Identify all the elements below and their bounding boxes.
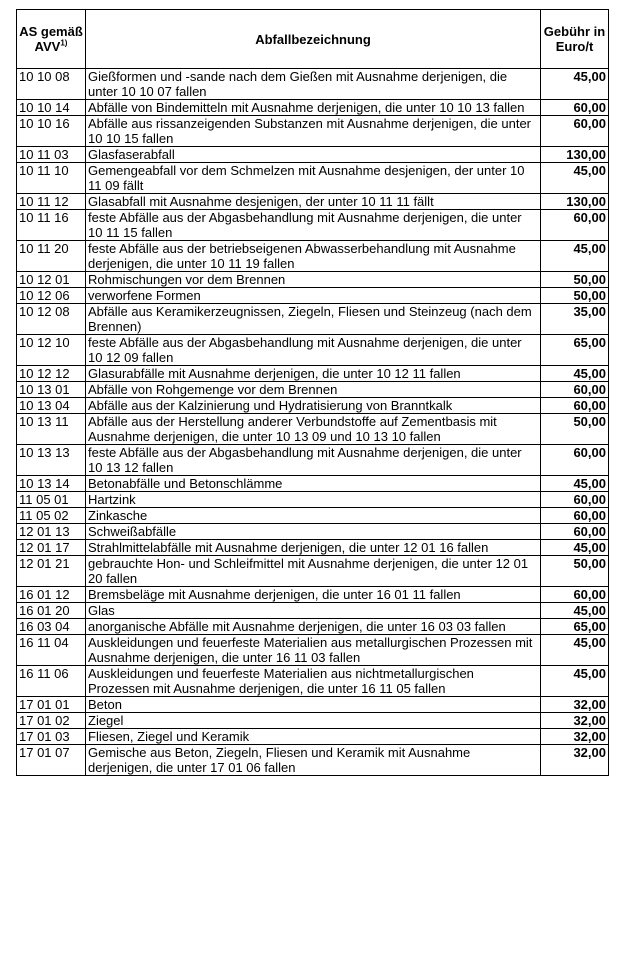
description-cell: Glasabfall mit Ausnahme desjenigen, der unter 10 11 11 fällt [86,194,541,210]
table-row [17,729,609,745]
description-cell: Ziegel [86,713,541,729]
fee-cell: 60,00 [541,508,609,524]
waste-code-cell: 10 11 03 [17,147,86,163]
table-row [17,556,609,587]
waste-code-cell: 10 12 06 [17,288,86,304]
fee-cell: 65,00 [541,335,609,366]
waste-code-cell: 10 11 16 [17,210,86,241]
fee-cell: 60,00 [541,587,609,603]
description-cell: Abfälle aus Keramikerzeugnissen, Ziegeln, Fliesen und Steinzeug (nach dem Brennen) [86,304,541,335]
table-row [17,241,609,272]
waste-code-cell: 16 11 04 [17,635,86,666]
table-row [17,116,609,147]
table-row [17,163,609,194]
fee-cell: 50,00 [541,414,609,445]
fee-cell: 65,00 [541,619,609,635]
description-cell: anorganische Abfälle mit Ausnahme derjenigen, die unter 16 03 03 fallen [86,619,541,635]
header-row [17,10,609,69]
fee-cell: 45,00 [541,476,609,492]
table-row [17,335,609,366]
table-row [17,445,609,476]
waste-code-cell: 10 10 16 [17,116,86,147]
table-row [17,147,609,163]
description-cell: Rohmischungen vor dem Brennen [86,272,541,288]
waste-code-cell: 10 13 13 [17,445,86,476]
fee-cell: 60,00 [541,382,609,398]
header-description: Abfallbezeichnung [86,10,541,69]
table-body [17,69,609,776]
description-cell: Fliesen, Ziegel und Keramik [86,729,541,745]
waste-code-cell: 16 01 20 [17,603,86,619]
fee-cell: 60,00 [541,524,609,540]
description-cell: Abfälle aus rissanzeigenden Substanzen mit Ausnahme derjenigen, die unter 10 10 15 fallen [86,116,541,147]
table-row [17,210,609,241]
fee-cell: 60,00 [541,116,609,147]
description-cell: Abfälle aus der Kalzinierung und Hydratisierung von Branntkalk [86,398,541,414]
header-fee: Gebühr in Euro/t [541,10,609,69]
waste-code-cell: 17 01 03 [17,729,86,745]
fee-cell: 50,00 [541,288,609,304]
waste-code-cell: 10 13 11 [17,414,86,445]
fee-cell: 60,00 [541,445,609,476]
waste-code-cell: 10 11 20 [17,241,86,272]
table-row [17,272,609,288]
table-row [17,603,609,619]
table-row [17,713,609,729]
table-row [17,524,609,540]
waste-code-cell: 10 12 10 [17,335,86,366]
waste-code-cell: 16 03 04 [17,619,86,635]
table-row [17,587,609,603]
description-cell: Abfälle von Bindemitteln mit Ausnahme derjenigen, die unter 10 10 13 fallen [86,100,541,116]
description-cell: Gießformen und -sande nach dem Gießen mit Ausnahme derjenigen, die unter 10 10 07 fallen [86,69,541,100]
waste-code-cell: 10 10 08 [17,69,86,100]
table-row [17,69,609,100]
description-cell: Bremsbeläge mit Ausnahme derjenigen, die unter 16 01 11 fallen [86,587,541,603]
fee-cell: 45,00 [541,163,609,194]
description-cell: Gemengeabfall vor dem Schmelzen mit Ausnahme desjenigen, der unter 10 11 09 fällt [86,163,541,194]
description-cell: Auskleidungen und feuerfeste Materialien aus metallurgischen Prozessen mit Ausnahme derjenigen, die unter 16 11 03 fallen [86,635,541,666]
waste-code-cell: 17 01 02 [17,713,86,729]
waste-code-cell: 17 01 01 [17,697,86,713]
fee-cell: 60,00 [541,210,609,241]
header-code [17,10,86,69]
description-cell: Zinkasche [86,508,541,524]
waste-code-cell: 16 01 12 [17,587,86,603]
waste-code-cell: 10 12 12 [17,366,86,382]
description-cell: Glasurabfälle mit Ausnahme derjenigen, die unter 10 12 11 fallen [86,366,541,382]
fee-cell: 130,00 [541,147,609,163]
table-row [17,540,609,556]
description-cell: feste Abfälle aus der Abgasbehandlung mit Ausnahme derjenigen, die unter 10 13 12 fallen [86,445,541,476]
waste-code-cell: 10 13 04 [17,398,86,414]
table-row [17,476,609,492]
waste-code-cell: 12 01 21 [17,556,86,587]
table-row [17,414,609,445]
waste-code-cell: 11 05 01 [17,492,86,508]
fee-cell: 32,00 [541,697,609,713]
waste-code-cell: 16 11 06 [17,666,86,697]
description-cell: Glas [86,603,541,619]
header-footnote-mark: 1) [60,38,68,48]
waste-code-cell: 10 12 08 [17,304,86,335]
description-cell: Schweißabfälle [86,524,541,540]
table-row [17,194,609,210]
description-cell: Beton [86,697,541,713]
fee-cell: 45,00 [541,635,609,666]
fee-cell: 50,00 [541,272,609,288]
table-row [17,398,609,414]
table-row [17,366,609,382]
fee-cell: 130,00 [541,194,609,210]
table-row [17,304,609,335]
fee-cell: 45,00 [541,540,609,556]
table-row [17,492,609,508]
fee-cell: 45,00 [541,241,609,272]
fee-cell: 45,00 [541,666,609,697]
description-cell: Auskleidungen und feuerfeste Materialien aus nichtmetallurgischen Prozessen mit Ausnahme derjenigen, die unter 16 11 05 fallen [86,666,541,697]
description-cell: Strahlmittelabfälle mit Ausnahme derjenigen, die unter 12 01 16 fallen [86,540,541,556]
description-cell: Gemische aus Beton, Ziegeln, Fliesen und Keramik mit Ausnahme derjenigen, die unter 17 01 06 fallen [86,745,541,776]
waste-code-cell: 17 01 07 [17,745,86,776]
description-cell: gebrauchte Hon- und Schleifmittel mit Ausnahme derjenigen, die unter 12 01 20 fallen [86,556,541,587]
waste-code-cell: 12 01 17 [17,540,86,556]
table-row [17,697,609,713]
description-cell: Hartzink [86,492,541,508]
table-row [17,635,609,666]
description-cell: Betonabfälle und Betonschlämme [86,476,541,492]
waste-code-cell: 10 13 01 [17,382,86,398]
description-cell: feste Abfälle aus der betriebseigenen Abwasserbehandlung mit Ausnahme derjenigen, die unter 10 11 19 fallen [86,241,541,272]
description-cell: Abfälle aus der Herstellung anderer Verbundstoffe auf Zementbasis mit Ausnahme derjenigen, die unter 10 13 09 und 10 13 10 fallen [86,414,541,445]
waste-code-cell: 10 11 12 [17,194,86,210]
table-row [17,666,609,697]
waste-code-cell: 11 05 02 [17,508,86,524]
fee-cell: 32,00 [541,713,609,729]
table-row [17,619,609,635]
description-cell: Abfälle von Rohgemenge vor dem Brennen [86,382,541,398]
table-row [17,100,609,116]
waste-code-cell: 10 12 01 [17,272,86,288]
fee-cell: 32,00 [541,745,609,776]
fee-cell: 60,00 [541,100,609,116]
fee-cell: 60,00 [541,398,609,414]
description-cell: feste Abfälle aus der Abgasbehandlung mit Ausnahme derjenigen, die unter 10 11 15 fallen [86,210,541,241]
fee-cell: 32,00 [541,729,609,745]
description-cell: Glasfaserabfall [86,147,541,163]
table-row [17,745,609,776]
description-cell: feste Abfälle aus der Abgasbehandlung mit Ausnahme derjenigen, die unter 10 12 09 fallen [86,335,541,366]
fee-cell: 45,00 [541,603,609,619]
fee-cell: 50,00 [541,556,609,587]
header-code-label: AS gemäß AVV [19,24,83,54]
table-row [17,382,609,398]
description-cell: verworfene Formen [86,288,541,304]
waste-code-cell: 10 10 14 [17,100,86,116]
waste-code-cell: 10 11 10 [17,163,86,194]
fee-cell: 45,00 [541,366,609,382]
fee-cell: 35,00 [541,304,609,335]
waste-code-cell: 12 01 13 [17,524,86,540]
waste-code-cell: 10 13 14 [17,476,86,492]
table-row [17,288,609,304]
fee-cell: 60,00 [541,492,609,508]
table-row [17,508,609,524]
fee-cell: 45,00 [541,69,609,100]
fee-table [16,9,609,776]
